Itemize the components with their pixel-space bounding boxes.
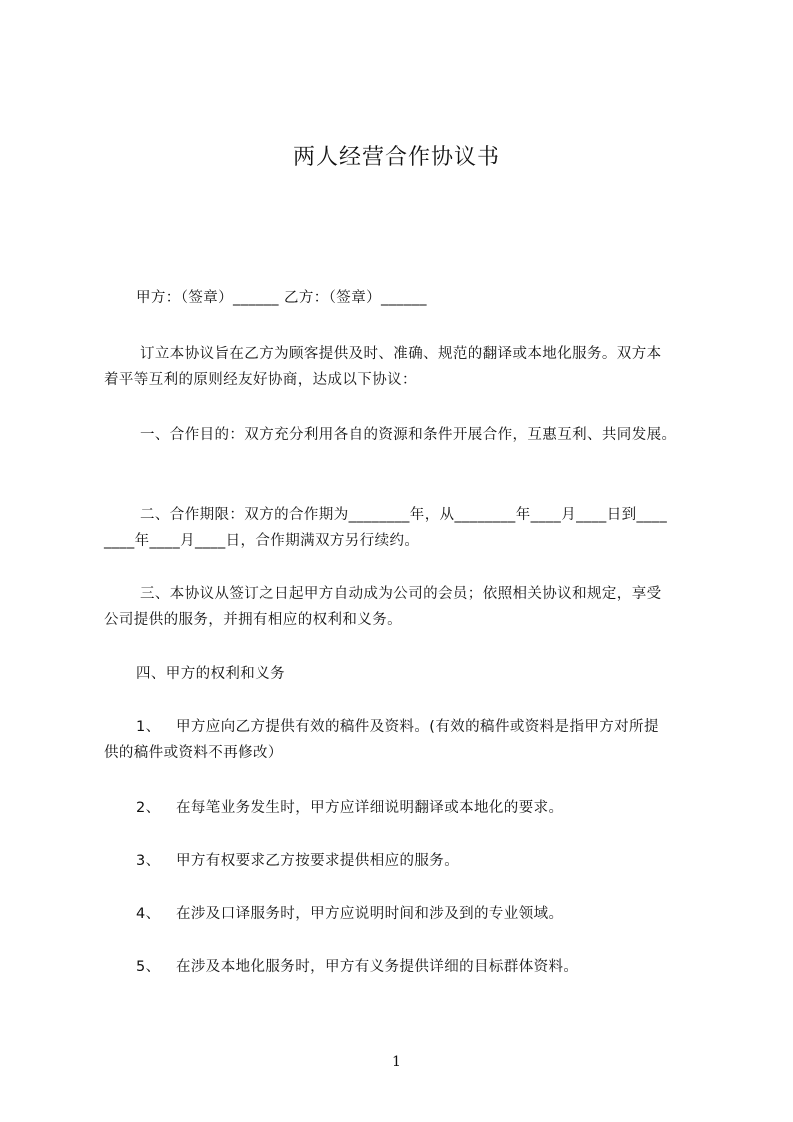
clause-1: 一、合作目的：双方充分利用各自的资源和条件开展合作，互惠互利、共同发展。 [140,427,677,443]
clause-3-line-1: 三、本协议从签订之日起甲方自动成为公司的会员；依照相关协议和规定，享受 [140,586,662,602]
clause-4-heading: 四、甲方的权利和义务 [136,666,285,682]
list-item-number: 5、 [136,959,161,975]
list-item [136,954,736,981]
clause-2-line-1: 二、合作期限：双方的合作期为________年，从________年____月____日到____ [140,507,668,523]
signature-line: 甲方：（签章）______ 乙方：（签章）______ [136,290,427,306]
list-item-text: 在涉及本地化服务时，甲方有义务提供详细的目标群体资料。 [176,959,579,975]
list-item-text: 甲方有权要求乙方按要求提供相应的服务。 [176,853,460,869]
list-item-number: 3、 [136,853,161,869]
intro-paragraph-line-1: 订立本协议旨在乙方为顾客提供及时、准确、规范的翻译或本地化服务。双方本 [140,346,662,362]
list-item-text: 在每笔业务发生时，甲方应详细说明翻译或本地化的要求。 [176,800,564,816]
document-title: 两人经营合作协议书 [292,145,500,170]
clause-2-line-2: ____年____月____日，合作期满双方另行续约。 [104,533,420,549]
page-number: 1 [392,1054,401,1070]
list-item [136,795,736,822]
list-item [136,714,736,741]
clause-3-line-2: 公司提供的服务，并拥有相应的权利和义务。 [104,612,402,628]
list-item-text: 甲方应向乙方提供有效的稿件及资料。(有效的稿件或资料是指甲方对所提 [176,719,659,735]
list-item-number: 2、 [136,800,161,816]
list-item [136,901,736,928]
list-item [136,848,736,875]
list-item-text: 在涉及口译服务时，甲方应说明时间和涉及到的专业领域。 [176,906,564,922]
list-item-number: 4、 [136,906,161,922]
intro-paragraph-line-2: 着平等互利的原则经友好协商，达成以下协议： [104,372,417,388]
list-item-number: 1、 [136,719,161,735]
list-item-continuation: 供的稿件或资料不再修改） [104,745,283,761]
